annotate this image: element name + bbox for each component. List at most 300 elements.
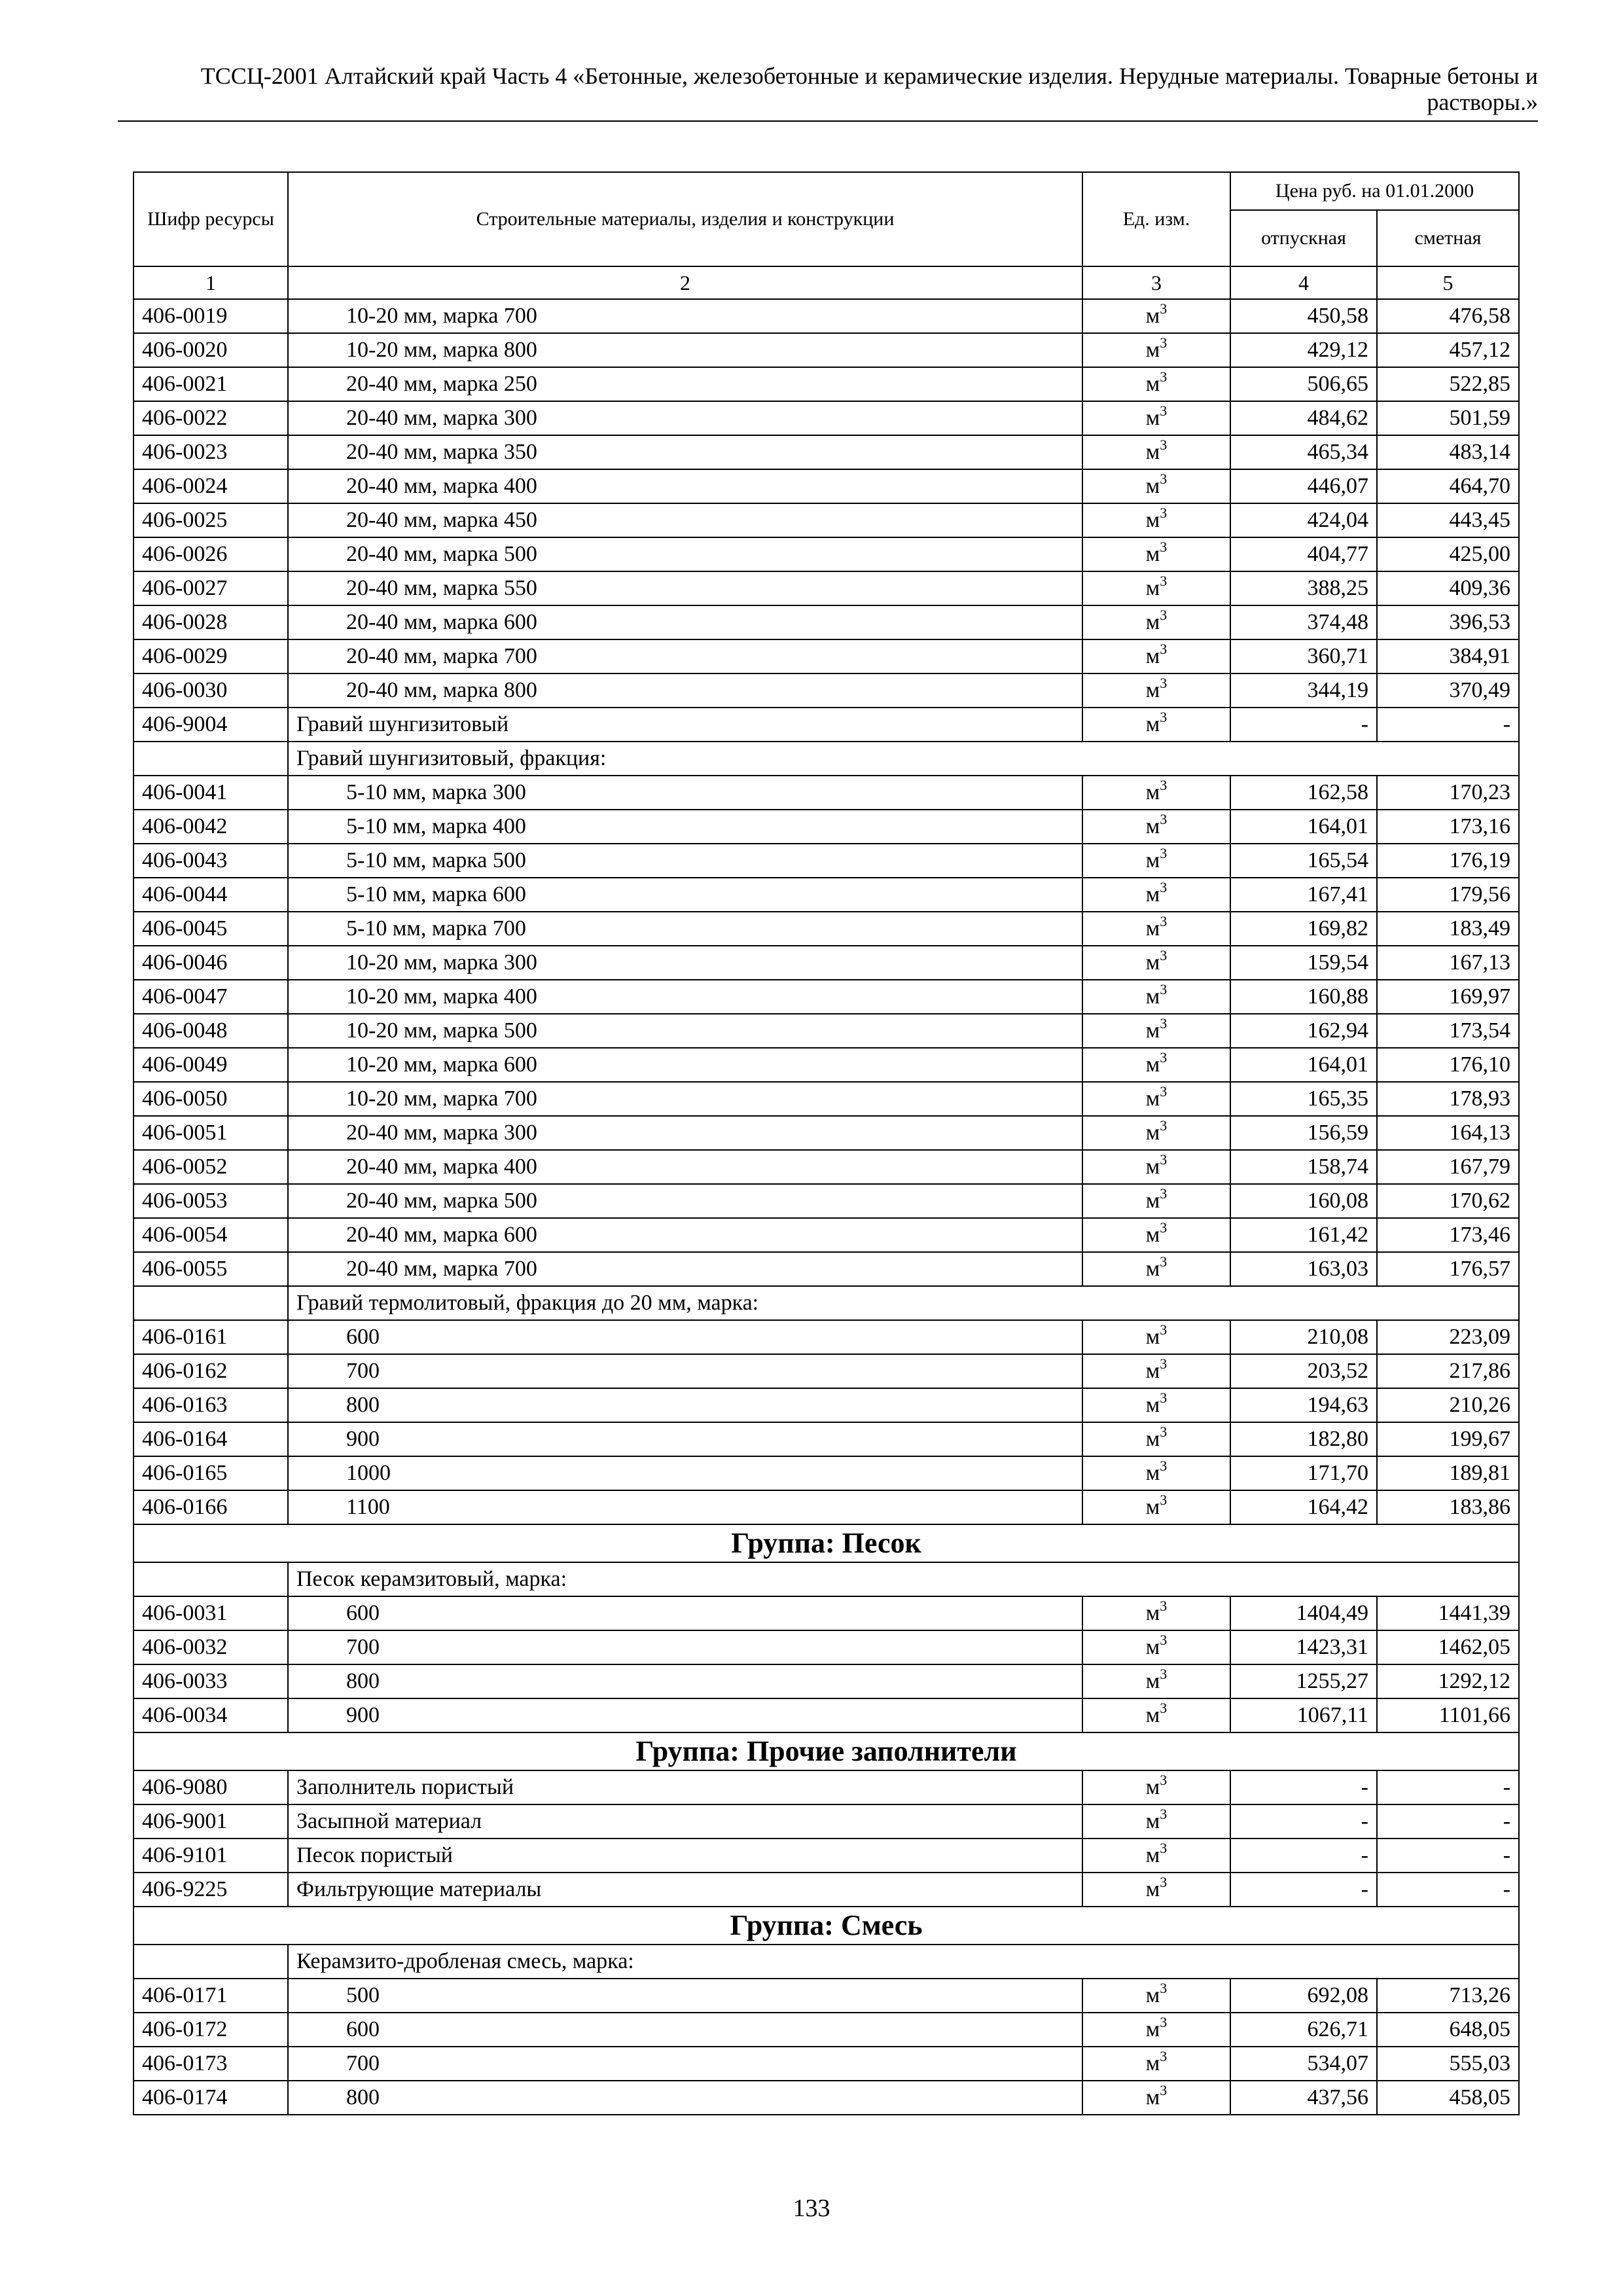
resource-code: 406-0023 bbox=[134, 435, 288, 469]
resource-code: 406-0173 bbox=[134, 2047, 288, 2081]
unit-cell bbox=[1082, 980, 1230, 1014]
resource-code: 406-0174 bbox=[134, 2081, 288, 2115]
material-name: 800 bbox=[288, 1388, 1082, 1422]
resource-code: 406-0029 bbox=[134, 639, 288, 673]
material-name: 20-40 мм, марка 700 bbox=[288, 639, 1082, 673]
unit-cell bbox=[1082, 1839, 1230, 1873]
table-row bbox=[134, 1354, 1519, 1388]
table-row bbox=[134, 1596, 1519, 1630]
resource-code: 406-0048 bbox=[134, 1014, 288, 1048]
estimate-price: 457,12 bbox=[1377, 333, 1519, 367]
unit-label: м bbox=[1145, 1775, 1160, 1799]
estimate-price: - bbox=[1377, 1873, 1519, 1907]
unit-label: м bbox=[1145, 1359, 1160, 1383]
unit-exponent: 3 bbox=[1160, 641, 1168, 657]
unit-label: м bbox=[1145, 1121, 1160, 1145]
unit-cell bbox=[1082, 1252, 1230, 1286]
estimate-price: - bbox=[1377, 1770, 1519, 1804]
page-header bbox=[118, 63, 1538, 115]
material-name: 5-10 мм, марка 500 bbox=[288, 844, 1082, 878]
material-name: 5-10 мм, марка 300 bbox=[288, 776, 1082, 810]
unit-label: м bbox=[1145, 1155, 1160, 1179]
material-name: 600 bbox=[288, 2013, 1082, 2047]
release-price: 163,03 bbox=[1230, 1252, 1377, 1286]
header-line-2: растворы.» bbox=[1427, 89, 1538, 115]
unit-exponent: 3 bbox=[1160, 539, 1168, 555]
unit-cell bbox=[1082, 1150, 1230, 1184]
estimate-price: 713,26 bbox=[1377, 1979, 1519, 2013]
unit-exponent: 3 bbox=[1160, 777, 1168, 793]
table-row bbox=[134, 333, 1519, 367]
unit-exponent: 3 bbox=[1160, 879, 1168, 895]
unit-exponent: 3 bbox=[1160, 981, 1168, 997]
material-name: 700 bbox=[288, 1630, 1082, 1664]
unit-exponent: 3 bbox=[1160, 1840, 1168, 1856]
unit-label: м bbox=[1145, 1843, 1160, 1867]
unit-cell bbox=[1082, 878, 1230, 912]
estimate-price: 170,23 bbox=[1377, 776, 1519, 810]
release-price: 626,71 bbox=[1230, 2013, 1377, 2047]
unit-label: м bbox=[1145, 440, 1160, 464]
subheading-row bbox=[134, 1945, 1519, 1979]
unit-cell bbox=[1082, 1218, 1230, 1252]
material-name: Заполнитель пористый bbox=[288, 1770, 1082, 1804]
unit-cell bbox=[1082, 1014, 1230, 1048]
unit-exponent: 3 bbox=[1160, 300, 1168, 317]
table-row bbox=[134, 708, 1519, 742]
release-price: 388,25 bbox=[1230, 571, 1377, 605]
col-header-estimate: сметная bbox=[1377, 210, 1519, 266]
table-row bbox=[134, 878, 1519, 912]
table-row bbox=[134, 1184, 1519, 1218]
unit-label: м bbox=[1145, 1189, 1160, 1213]
estimate-price: 443,45 bbox=[1377, 503, 1519, 537]
release-price: 161,42 bbox=[1230, 1218, 1377, 1252]
material-name: 700 bbox=[288, 1354, 1082, 1388]
resource-code: 406-0172 bbox=[134, 2013, 288, 2047]
unit-label: м bbox=[1145, 406, 1160, 430]
estimate-price: 217,86 bbox=[1377, 1354, 1519, 1388]
table-row bbox=[134, 1014, 1519, 1048]
release-price: 162,58 bbox=[1230, 776, 1377, 810]
unit-exponent: 3 bbox=[1160, 845, 1168, 861]
unit-label: м bbox=[1145, 2051, 1160, 2075]
material-name: 10-20 мм, марка 800 bbox=[288, 333, 1082, 367]
release-price: 374,48 bbox=[1230, 605, 1377, 639]
unit-label: м bbox=[1145, 1703, 1160, 1727]
material-name: 10-20 мм, марка 500 bbox=[288, 1014, 1082, 1048]
unit-label: м bbox=[1145, 1495, 1160, 1519]
resource-code: 406-0052 bbox=[134, 1150, 288, 1184]
unit-cell bbox=[1082, 1873, 1230, 1907]
table-row bbox=[134, 1388, 1519, 1422]
material-name: 20-40 мм, марка 400 bbox=[288, 1150, 1082, 1184]
unit-cell bbox=[1082, 1048, 1230, 1082]
material-name: 600 bbox=[288, 1596, 1082, 1630]
release-price: 437,56 bbox=[1230, 2081, 1377, 2115]
unit-cell bbox=[1082, 571, 1230, 605]
release-price: 164,01 bbox=[1230, 1048, 1377, 1082]
unit-cell bbox=[1082, 639, 1230, 673]
table-row bbox=[134, 1630, 1519, 1664]
unit-label: м bbox=[1145, 882, 1160, 906]
unit-label: м bbox=[1145, 1601, 1160, 1625]
resource-code: 406-0050 bbox=[134, 1082, 288, 1116]
table-row bbox=[134, 1664, 1519, 1698]
resource-code: 406-0161 bbox=[134, 1320, 288, 1354]
table-row bbox=[134, 1456, 1519, 1490]
unit-label: м bbox=[1145, 1257, 1160, 1281]
unit-label: м bbox=[1145, 644, 1160, 668]
unit-exponent: 3 bbox=[1160, 2082, 1168, 2098]
unit-exponent: 3 bbox=[1160, 1424, 1168, 1440]
unit-cell bbox=[1082, 367, 1230, 401]
group-heading: Группа: Песок bbox=[134, 1524, 1519, 1562]
table-row bbox=[134, 946, 1519, 980]
material-name: 5-10 мм, марка 400 bbox=[288, 810, 1082, 844]
resource-code: 406-0042 bbox=[134, 810, 288, 844]
unit-label: м bbox=[1145, 2017, 1160, 2041]
resource-code: 406-0049 bbox=[134, 1048, 288, 1082]
release-price: 465,34 bbox=[1230, 435, 1377, 469]
estimate-price: - bbox=[1377, 708, 1519, 742]
material-name: 800 bbox=[288, 1664, 1082, 1698]
unit-exponent: 3 bbox=[1160, 1321, 1168, 1338]
resource-code: 406-0020 bbox=[134, 333, 288, 367]
unit-cell bbox=[1082, 2081, 1230, 2115]
estimate-price: 1441,39 bbox=[1377, 1596, 1519, 1630]
column-number: 3 bbox=[1082, 266, 1230, 299]
material-name: 20-40 мм, марка 500 bbox=[288, 537, 1082, 571]
resource-code: 406-0045 bbox=[134, 912, 288, 946]
material-name: 10-20 мм, марка 300 bbox=[288, 946, 1082, 980]
unit-exponent: 3 bbox=[1160, 1253, 1168, 1270]
unit-exponent: 3 bbox=[1160, 811, 1168, 827]
estimate-price: 476,58 bbox=[1377, 299, 1519, 333]
estimate-price: 396,53 bbox=[1377, 605, 1519, 639]
table-row bbox=[134, 367, 1519, 401]
release-price: 344,19 bbox=[1230, 673, 1377, 708]
table-row bbox=[134, 537, 1519, 571]
table-row bbox=[134, 503, 1519, 537]
unit-exponent: 3 bbox=[1160, 913, 1168, 929]
group-heading: Группа: Прочие заполнители bbox=[134, 1732, 1519, 1770]
table-row bbox=[134, 2047, 1519, 2081]
subheading-row bbox=[134, 1562, 1519, 1596]
release-price: 164,42 bbox=[1230, 1490, 1377, 1524]
estimate-price: 1292,12 bbox=[1377, 1664, 1519, 1698]
material-name: 900 bbox=[288, 1698, 1082, 1732]
resource-code: 406-0165 bbox=[134, 1456, 288, 1490]
release-price: - bbox=[1230, 1873, 1377, 1907]
estimate-price: 183,49 bbox=[1377, 912, 1519, 946]
estimate-price: 425,00 bbox=[1377, 537, 1519, 571]
material-name: 500 bbox=[288, 1979, 1082, 2013]
estimate-price: 169,97 bbox=[1377, 980, 1519, 1014]
material-name: Засыпной материал bbox=[288, 1804, 1082, 1839]
estimate-price: 167,13 bbox=[1377, 946, 1519, 980]
table-body bbox=[134, 299, 1519, 2115]
unit-cell bbox=[1082, 1422, 1230, 1456]
table-row bbox=[134, 1252, 1519, 1286]
resource-code: 406-0027 bbox=[134, 571, 288, 605]
col-header-name: Строительные материалы, изделия и конструкции bbox=[288, 172, 1082, 266]
material-name: 20-40 мм, марка 450 bbox=[288, 503, 1082, 537]
table-row bbox=[134, 1490, 1519, 1524]
material-name: 20-40 мм, марка 550 bbox=[288, 571, 1082, 605]
subheading-label: Керамзито-дробленая смесь, марка: bbox=[288, 1945, 1519, 1979]
resource-code: 406-0054 bbox=[134, 1218, 288, 1252]
col-header-code: Шифр ресурсы bbox=[134, 172, 288, 266]
table-row bbox=[134, 435, 1519, 469]
unit-cell bbox=[1082, 810, 1230, 844]
resource-code: 406-0166 bbox=[134, 1490, 288, 1524]
resource-code: 406-0032 bbox=[134, 1630, 288, 1664]
resource-code: 406-0024 bbox=[134, 469, 288, 503]
material-name: 10-20 мм, марка 600 bbox=[288, 1048, 1082, 1082]
release-price: 171,70 bbox=[1230, 1456, 1377, 1490]
unit-label: м bbox=[1145, 610, 1160, 634]
resource-code: 406-9225 bbox=[134, 1873, 288, 1907]
table-row bbox=[134, 1150, 1519, 1184]
unit-exponent: 3 bbox=[1160, 1806, 1168, 1822]
unit-exponent: 3 bbox=[1160, 607, 1168, 623]
release-price: 484,62 bbox=[1230, 401, 1377, 435]
table-row bbox=[134, 299, 1519, 333]
col-header-release: отпускная bbox=[1230, 210, 1377, 266]
unit-label: м bbox=[1145, 576, 1160, 600]
unit-label: м bbox=[1145, 950, 1160, 975]
resource-code: 406-0030 bbox=[134, 673, 288, 708]
material-name: Гравий шунгизитовый bbox=[288, 708, 1082, 742]
estimate-price: 178,93 bbox=[1377, 1082, 1519, 1116]
column-number-row bbox=[134, 266, 1519, 299]
estimate-price: 170,62 bbox=[1377, 1184, 1519, 1218]
release-price: 164,01 bbox=[1230, 810, 1377, 844]
table-row bbox=[134, 1804, 1519, 1839]
unit-exponent: 3 bbox=[1160, 947, 1168, 963]
release-price: - bbox=[1230, 1804, 1377, 1839]
material-name: 600 bbox=[288, 1320, 1082, 1354]
estimate-price: 164,13 bbox=[1377, 1116, 1519, 1150]
unit-exponent: 3 bbox=[1160, 709, 1168, 725]
table-row bbox=[134, 1839, 1519, 1873]
subheading-row bbox=[134, 1286, 1519, 1320]
material-name: 20-40 мм, марка 400 bbox=[288, 469, 1082, 503]
unit-cell bbox=[1082, 605, 1230, 639]
estimate-price: 522,85 bbox=[1377, 367, 1519, 401]
release-price: - bbox=[1230, 1839, 1377, 1873]
estimate-price: 167,79 bbox=[1377, 1150, 1519, 1184]
unit-label: м bbox=[1145, 678, 1160, 702]
resource-code: 406-0162 bbox=[134, 1354, 288, 1388]
unit-cell bbox=[1082, 435, 1230, 469]
release-price: 446,07 bbox=[1230, 469, 1377, 503]
page-number: 133 bbox=[793, 2195, 830, 2222]
release-price: 160,88 bbox=[1230, 980, 1377, 1014]
table-row bbox=[134, 1116, 1519, 1150]
unit-exponent: 3 bbox=[1160, 675, 1168, 691]
unit-cell bbox=[1082, 708, 1230, 742]
unit-exponent: 3 bbox=[1160, 1632, 1168, 1648]
resource-code: 406-0164 bbox=[134, 1422, 288, 1456]
unit-cell bbox=[1082, 469, 1230, 503]
unit-cell bbox=[1082, 401, 1230, 435]
subheading-spacer bbox=[134, 1286, 288, 1320]
resource-code: 406-0043 bbox=[134, 844, 288, 878]
unit-cell bbox=[1082, 1184, 1230, 1218]
release-price: 165,35 bbox=[1230, 1082, 1377, 1116]
release-price: 194,63 bbox=[1230, 1388, 1377, 1422]
material-name: 20-40 мм, марка 800 bbox=[288, 673, 1082, 708]
unit-exponent: 3 bbox=[1160, 471, 1168, 487]
material-name: 10-20 мм, марка 700 bbox=[288, 1082, 1082, 1116]
estimate-price: 176,57 bbox=[1377, 1252, 1519, 1286]
unit-cell bbox=[1082, 1116, 1230, 1150]
estimate-price: 176,19 bbox=[1377, 844, 1519, 878]
unit-exponent: 3 bbox=[1160, 1980, 1168, 1996]
unit-cell bbox=[1082, 1354, 1230, 1388]
unit-cell bbox=[1082, 1388, 1230, 1422]
estimate-price: 173,54 bbox=[1377, 1014, 1519, 1048]
unit-cell bbox=[1082, 912, 1230, 946]
resource-code: 406-0055 bbox=[134, 1252, 288, 1286]
table-row bbox=[134, 844, 1519, 878]
unit-label: м bbox=[1145, 1427, 1160, 1451]
table-row bbox=[134, 401, 1519, 435]
unit-label: м bbox=[1145, 508, 1160, 532]
unit-exponent: 3 bbox=[1160, 505, 1168, 521]
unit-exponent: 3 bbox=[1160, 437, 1168, 453]
table-row bbox=[134, 605, 1519, 639]
table-row bbox=[134, 810, 1519, 844]
estimate-price: 384,91 bbox=[1377, 639, 1519, 673]
unit-cell bbox=[1082, 1490, 1230, 1524]
estimate-price: 176,10 bbox=[1377, 1048, 1519, 1082]
subheading-label: Гравий шунгизитовый, фракция: bbox=[288, 742, 1519, 776]
release-price: 1404,49 bbox=[1230, 1596, 1377, 1630]
release-price: 429,12 bbox=[1230, 333, 1377, 367]
release-price: 360,71 bbox=[1230, 639, 1377, 673]
release-price: 1067,11 bbox=[1230, 1698, 1377, 1732]
release-price: 156,59 bbox=[1230, 1116, 1377, 1150]
unit-label: м bbox=[1145, 2085, 1160, 2109]
release-price: 404,77 bbox=[1230, 537, 1377, 571]
unit-cell bbox=[1082, 1630, 1230, 1664]
release-price: - bbox=[1230, 1770, 1377, 1804]
unit-cell bbox=[1082, 673, 1230, 708]
group-heading-row bbox=[134, 1732, 1519, 1770]
unit-label: м bbox=[1145, 1223, 1160, 1247]
unit-label: м bbox=[1145, 1877, 1160, 1901]
material-name: 800 bbox=[288, 2081, 1082, 2115]
table-row bbox=[134, 1218, 1519, 1252]
unit-cell bbox=[1082, 2047, 1230, 2081]
release-price: 1255,27 bbox=[1230, 1664, 1377, 1698]
column-number: 5 bbox=[1377, 266, 1519, 299]
unit-exponent: 3 bbox=[1160, 334, 1168, 351]
resource-code: 406-0031 bbox=[134, 1596, 288, 1630]
resource-code: 406-0019 bbox=[134, 299, 288, 333]
unit-exponent: 3 bbox=[1160, 1219, 1168, 1236]
release-price: 534,07 bbox=[1230, 2047, 1377, 2081]
unit-cell bbox=[1082, 299, 1230, 333]
resource-code: 406-0025 bbox=[134, 503, 288, 537]
estimate-price: 173,16 bbox=[1377, 810, 1519, 844]
release-price: 1423,31 bbox=[1230, 1630, 1377, 1664]
unit-label: м bbox=[1145, 984, 1160, 1009]
table-row bbox=[134, 1698, 1519, 1732]
unit-exponent: 3 bbox=[1160, 573, 1168, 589]
table-row bbox=[134, 980, 1519, 1014]
estimate-price: - bbox=[1377, 1839, 1519, 1873]
release-price: 182,80 bbox=[1230, 1422, 1377, 1456]
material-name: Фильтрующие материалы bbox=[288, 1873, 1082, 1907]
release-price: 159,54 bbox=[1230, 946, 1377, 980]
material-name: 20-40 мм, марка 300 bbox=[288, 1116, 1082, 1150]
material-name: 5-10 мм, марка 700 bbox=[288, 912, 1082, 946]
release-price: - bbox=[1230, 708, 1377, 742]
release-price: 506,65 bbox=[1230, 367, 1377, 401]
unit-exponent: 3 bbox=[1160, 1185, 1168, 1202]
unit-label: м bbox=[1145, 1018, 1160, 1043]
resource-code: 406-9001 bbox=[134, 1804, 288, 1839]
table-row bbox=[134, 1048, 1519, 1082]
unit-exponent: 3 bbox=[1160, 1151, 1168, 1168]
resource-code: 406-0046 bbox=[134, 946, 288, 980]
estimate-price: 223,09 bbox=[1377, 1320, 1519, 1354]
resource-code: 406-0047 bbox=[134, 980, 288, 1014]
unit-cell bbox=[1082, 776, 1230, 810]
material-name: 10-20 мм, марка 400 bbox=[288, 980, 1082, 1014]
release-price: 158,74 bbox=[1230, 1150, 1377, 1184]
unit-label: м bbox=[1145, 1461, 1160, 1485]
price-table bbox=[133, 171, 1520, 2115]
release-price: 169,82 bbox=[1230, 912, 1377, 946]
group-heading-row bbox=[134, 1524, 1519, 1562]
estimate-price: 1101,66 bbox=[1377, 1698, 1519, 1732]
release-price: 692,08 bbox=[1230, 1979, 1377, 2013]
table-row bbox=[134, 912, 1519, 946]
resource-code: 406-0028 bbox=[134, 605, 288, 639]
table-row bbox=[134, 1320, 1519, 1354]
group-heading-row bbox=[134, 1907, 1519, 1945]
resource-code: 406-9004 bbox=[134, 708, 288, 742]
estimate-price: - bbox=[1377, 1804, 1519, 1839]
unit-exponent: 3 bbox=[1160, 368, 1168, 385]
column-number: 4 bbox=[1230, 266, 1377, 299]
table-row bbox=[134, 2013, 1519, 2047]
estimate-price: 1462,05 bbox=[1377, 1630, 1519, 1664]
header-rule bbox=[118, 120, 1538, 122]
unit-cell bbox=[1082, 503, 1230, 537]
material-name: Песок пористый bbox=[288, 1839, 1082, 1873]
material-name: 20-40 мм, марка 300 bbox=[288, 401, 1082, 435]
release-price: 167,41 bbox=[1230, 878, 1377, 912]
unit-cell bbox=[1082, 1320, 1230, 1354]
unit-label: м bbox=[1145, 304, 1160, 328]
table-row bbox=[134, 776, 1519, 810]
material-name: 20-40 мм, марка 500 bbox=[288, 1184, 1082, 1218]
unit-exponent: 3 bbox=[1160, 1874, 1168, 1890]
release-price: 203,52 bbox=[1230, 1354, 1377, 1388]
estimate-price: 179,56 bbox=[1377, 878, 1519, 912]
unit-exponent: 3 bbox=[1160, 1117, 1168, 1134]
unit-cell bbox=[1082, 1082, 1230, 1116]
unit-cell bbox=[1082, 333, 1230, 367]
material-name: 20-40 мм, марка 250 bbox=[288, 367, 1082, 401]
unit-exponent: 3 bbox=[1160, 403, 1168, 419]
